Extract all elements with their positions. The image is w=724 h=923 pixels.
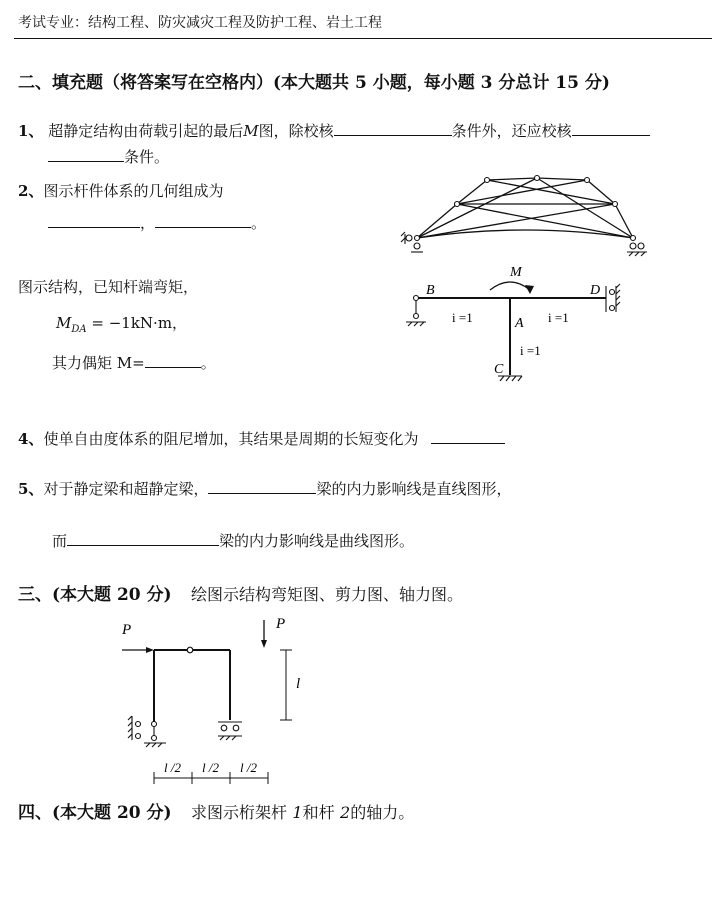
section-3-heading bbox=[18, 580, 463, 605]
q2-end: 。 bbox=[251, 214, 267, 232]
load-p1-arrowhead bbox=[146, 647, 154, 653]
truss-member bbox=[587, 180, 615, 204]
question-4 bbox=[18, 428, 505, 449]
q5-text-b: 梁的内力影响线是直线图形， bbox=[316, 480, 512, 498]
question-5 bbox=[18, 478, 511, 499]
q1-blank-1[interactable] bbox=[334, 121, 452, 136]
q1-number: 1、 bbox=[18, 122, 44, 140]
q4-blank[interactable] bbox=[431, 429, 505, 444]
question-2 bbox=[18, 180, 223, 201]
question-5-line-2 bbox=[52, 530, 414, 551]
q2-truss-figure bbox=[395, 170, 655, 265]
q3-ask-text: 其力偶矩 M= bbox=[52, 354, 145, 372]
label-a: A bbox=[515, 316, 524, 331]
q3-ask-end: 。 bbox=[200, 354, 216, 372]
truss-member bbox=[537, 178, 587, 180]
label-b: B bbox=[426, 283, 435, 298]
dimension-l bbox=[280, 650, 292, 720]
q3-blank[interactable] bbox=[145, 353, 201, 368]
label-p2: P bbox=[276, 616, 286, 632]
label-i-ba: i =1 bbox=[452, 310, 473, 325]
section-3-desc: 绘图示结构弯矩图、剪力图、轴力图。 bbox=[191, 585, 464, 604]
exam-header: 考试专业：结构工程、防灾减灾工程及防护工程、岩土工程 bbox=[18, 15, 382, 31]
truss-right-support bbox=[627, 243, 647, 256]
section-4-desc-b: 和杆 bbox=[302, 803, 335, 822]
q2-sep: ， bbox=[140, 214, 156, 232]
q3-frame-figure bbox=[398, 260, 638, 390]
q1-text-a: 超静定结构由荷载引起的最后 bbox=[48, 122, 244, 140]
label-m: M bbox=[510, 265, 522, 280]
section-4-desc-a: 求图示桁架杆 bbox=[191, 803, 288, 822]
moment-value: = −1kN·m bbox=[91, 314, 173, 332]
q1-text-b: 图，除校核 bbox=[258, 122, 334, 140]
section-4-heading bbox=[18, 798, 414, 823]
q1-m-symbol: M bbox=[243, 122, 259, 140]
support-right bbox=[218, 722, 242, 740]
section-4-bar-2: 2 bbox=[340, 803, 351, 822]
label-c: C bbox=[494, 362, 504, 377]
q2-blank-1[interactable] bbox=[48, 213, 140, 228]
support-b bbox=[406, 296, 426, 327]
question-3-moment bbox=[56, 312, 187, 335]
section-4-title: 四、(本大题 20 分) bbox=[18, 803, 172, 823]
load-p2-arrowhead bbox=[261, 640, 267, 648]
moment-arc bbox=[490, 282, 530, 290]
moment-symbol: M bbox=[56, 314, 72, 332]
label-p1: P bbox=[122, 622, 132, 638]
label-d3: l /2 bbox=[240, 760, 257, 775]
section-3-frame-figure bbox=[110, 612, 310, 792]
q4-text: 使单自由度体系的阻尼增加，其结果是周期的长短变化为 bbox=[43, 430, 419, 448]
q2-blank-2[interactable] bbox=[155, 213, 251, 228]
question-3-text: 图示结构，已知杆端弯矩， bbox=[18, 278, 199, 296]
q2-text: 图示杆件体系的几何组成为 bbox=[43, 182, 224, 200]
label-d2: l /2 bbox=[202, 760, 219, 775]
hinge bbox=[187, 647, 193, 653]
label-d1: l /2 bbox=[164, 760, 181, 775]
q5-text-a: 对于静定梁和超静定梁， bbox=[43, 480, 209, 498]
section-2-title: 二、填充题（将答案写在空格内）(本大题共 5 小题，每小题 3 分总计 15 分) bbox=[18, 73, 610, 93]
q1-text-c: 条件外，还应校核 bbox=[451, 122, 572, 140]
q5-text-d: 梁的内力影响线是曲线图形。 bbox=[219, 532, 415, 550]
label-i-ad: i =1 bbox=[548, 310, 569, 325]
truss-member bbox=[457, 180, 487, 204]
q1-blank-2b[interactable] bbox=[48, 147, 124, 162]
moment-subscript: DA bbox=[71, 324, 87, 335]
section-4-bar-1: 1 bbox=[292, 803, 303, 822]
moment-arrowhead bbox=[525, 285, 534, 294]
q4-number: 4、 bbox=[18, 430, 44, 448]
truss-member bbox=[487, 180, 615, 204]
support-left bbox=[128, 716, 166, 747]
q2-number: 2、 bbox=[18, 182, 44, 200]
q1-blank-2a[interactable] bbox=[572, 121, 650, 136]
label-d: D bbox=[590, 283, 601, 298]
question-1 bbox=[18, 120, 650, 141]
support-d bbox=[606, 284, 620, 312]
q5-number: 5、 bbox=[18, 480, 44, 498]
q5-blank-2[interactable] bbox=[67, 531, 219, 546]
question-2-blanks bbox=[48, 212, 266, 233]
q1-text-d: 条件。 bbox=[124, 148, 170, 166]
truss-member bbox=[457, 180, 587, 204]
label-l: l bbox=[296, 676, 301, 692]
moment-end: ， bbox=[172, 314, 188, 332]
label-i-ac: i =1 bbox=[520, 343, 541, 358]
question-1-line-2 bbox=[48, 146, 169, 167]
header-divider bbox=[14, 38, 712, 39]
q5-blank-1[interactable] bbox=[208, 479, 316, 494]
truss-member bbox=[487, 178, 537, 180]
question-3-ask bbox=[52, 352, 216, 373]
q5-text-c: 而 bbox=[52, 532, 68, 550]
section-3-title: 三、(本大题 20 分) bbox=[18, 585, 172, 605]
section-4-desc-c: 的轴力。 bbox=[350, 803, 415, 822]
